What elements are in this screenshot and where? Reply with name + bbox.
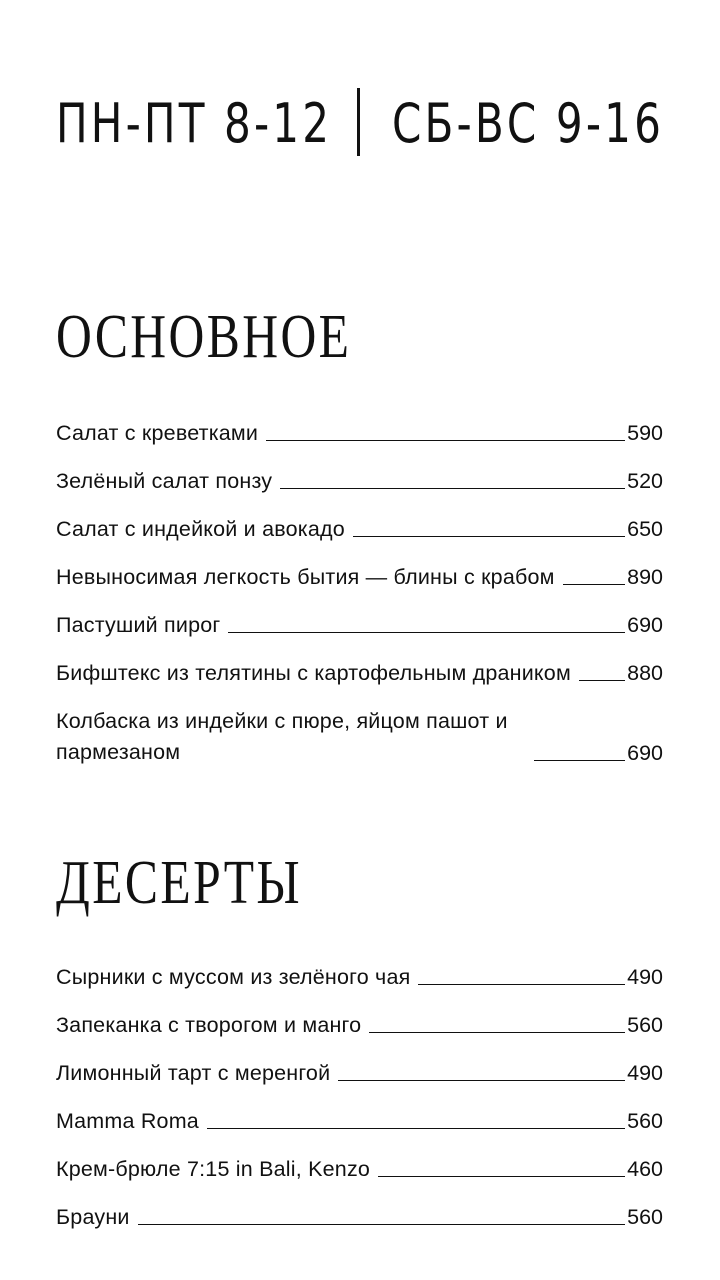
menu-item-name: Запеканка с творогом и манго: [56, 1013, 362, 1037]
menu-item-price: 890: [627, 565, 663, 589]
menu-item: [56, 1184, 663, 1232]
menu-item-name: Пастуший пирог: [56, 613, 221, 637]
menu-item-price: 690: [627, 741, 663, 765]
menu-item-price: 560: [627, 1109, 663, 1133]
menu-item-price: 520: [627, 469, 663, 493]
menu-item-name: Зелёный салат понзу: [56, 469, 273, 493]
menu-item-price: 650: [627, 517, 663, 541]
menu-item-price: 880: [627, 661, 663, 685]
dotted-leader: [338, 1079, 625, 1081]
dotted-leader: [378, 1175, 625, 1177]
menu-item: [56, 688, 663, 768]
menu-item-price: 560: [627, 1013, 663, 1037]
menu-item-price: 490: [627, 965, 663, 989]
menu-item: [56, 992, 663, 1040]
opening-hours: [56, 88, 666, 158]
dotted-leader: [353, 535, 625, 537]
dotted-leader: [207, 1127, 625, 1129]
menu-item-name: Бифштекс из телятины с картофельным драником: [56, 661, 571, 685]
section-title-main: ОСНОВНОЕ: [56, 303, 352, 371]
dotted-leader: [138, 1223, 626, 1225]
menu-item-price: 590: [627, 421, 663, 445]
menu-item-name: Невыносимая легкость бытия — блины с крабом: [56, 565, 555, 589]
dotted-leader: [418, 983, 625, 985]
menu-item: [56, 640, 663, 688]
menu-item-price: 460: [627, 1157, 663, 1181]
hours-weekend: СБ-ВС 9-16: [392, 91, 665, 155]
menu-item-price: 490: [627, 1061, 663, 1085]
menu-item-price: 690: [627, 613, 663, 637]
menu-item: [56, 400, 663, 448]
dotted-leader: [579, 679, 625, 681]
menu-item: [56, 1088, 663, 1136]
menu-item: [56, 1040, 663, 1088]
menu-item-name: Салат с индейкой и авокадо: [56, 517, 345, 541]
dotted-leader: [534, 759, 625, 761]
menu-item-name: Крем-брюле 7:15 in Bali, Kenzo: [56, 1157, 371, 1181]
menu-item: [56, 1136, 663, 1184]
menu-item-name: Брауни: [56, 1205, 130, 1229]
hours-weekdays: ПН-ПТ 8-12: [56, 91, 333, 155]
dotted-leader: [228, 631, 625, 633]
menu-item-name: Колбаска из индейки с пюре, яйцом пашот и пармезаном: [56, 709, 508, 764]
dotted-leader: [369, 1031, 625, 1033]
menu-list-main: [56, 400, 663, 768]
menu-item-price: 560: [627, 1205, 663, 1229]
menu-item: [56, 592, 663, 640]
menu-item: [56, 448, 663, 496]
menu-list-desserts: [56, 944, 663, 1232]
hours-divider: [357, 88, 360, 156]
menu-item-name: Салат с креветками: [56, 421, 259, 445]
menu-item: [56, 496, 663, 544]
section-title-desserts: ДЕСЕРТЫ: [56, 849, 303, 917]
menu-item: [56, 544, 663, 592]
dotted-leader: [563, 583, 625, 585]
menu-item-name: Лимонный тарт с меренгой: [56, 1061, 331, 1085]
menu-item-name: Сырники с муссом из зелёного чая: [56, 965, 411, 989]
menu-item-name: Mamma Roma: [56, 1109, 199, 1133]
menu-item: [56, 944, 663, 992]
dotted-leader: [280, 487, 625, 489]
dotted-leader: [266, 439, 625, 441]
